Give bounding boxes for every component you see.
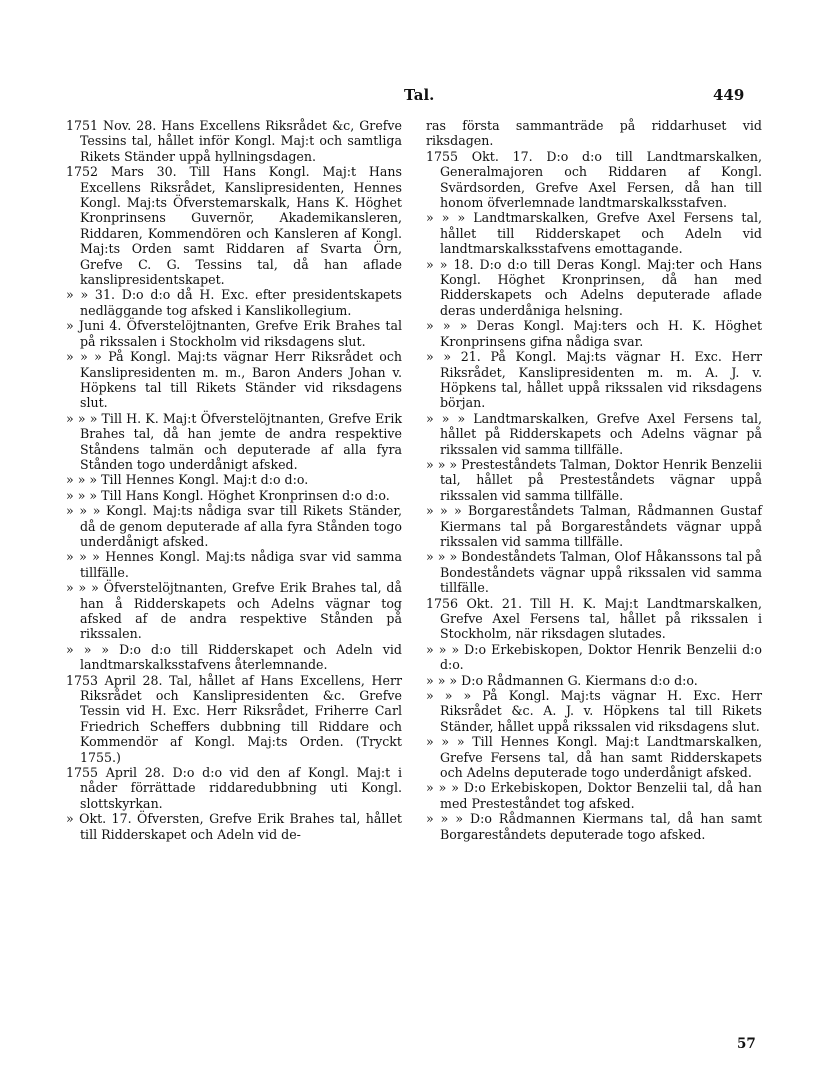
list-item: ras första sammanträde på riddarhuset vid riksdagen. <box>426 118 762 149</box>
list-item: » » » Till Hennes Kongl. Maj:t Landtmarskalken, Grefve Fersens tal, då han samt Ridderskapets och Adelns deputerade togo underdånigt afsked. <box>426 734 762 781</box>
list-item: » » » D:o d:o till Ridderskapet och Adeln vid landtmarskalksstafvens återlemnande. <box>66 641 402 673</box>
list-item: » » » Presteståndets Talman, Doktor Henrik Benzelii tal, hållet på Presteståndets vägnar uppå rikssalen vid samma tillfälle. <box>426 456 762 503</box>
list-item: » » 21. På Kongl. Maj:ts vägnar H. Exc. Herr Riksrådet, Kanslipresidenten m. m. A. J. v. Höpkens tal, hållet uppå rikssalen vid riksdagens början. <box>426 349 762 411</box>
list-item: 1755 April 28. D:o d:o vid den af Kongl. Maj:t i nåder förrättade riddaredubbning uti Kongl. slottskyrkan. <box>66 765 402 811</box>
list-item: 1755 Okt. 17. D:o d:o till Landtmarskalken, Generalmajoren och Riddaren af Kongl. Svärdsorden, Grefve Axel Fersen, då han till honom öfverlemnade landtmarskalksstafven. <box>426 148 762 211</box>
list-item: 1753 April 28. Tal, hållet af Hans Excellens, Herr Riksrådet och Kanslipresidenten &c. Grefve Tessin vid H. Exc. Herr Riksrådet, Friherre Carl Friedrich Scheffers dubbning till Riddare och Kommendör af Kongl. Maj:ts Orden. (Tryckt 1755.) <box>66 672 402 765</box>
list-item: » » » Till H. K. Maj:t Öfverstelöjtnanten, Grefve Erik Brahes tal, då han jemte de andra respektive Ståndens talmän och deputerade af alla fyra Stånden togo underdånigt afsked. <box>66 410 402 472</box>
left-column <box>66 118 402 842</box>
list-item: » » » På Kongl. Maj:ts vägnar Herr Riksrådet och Kanslipresidenten m. m., Baron Anders Johan v. Höpkens tal till Rikets Ständer vid riksdagens slut. <box>66 349 402 411</box>
list-item: » » 31. D:o d:o då H. Exc. efter presidentskapets nedläggande tog afsked i Kanslikollegium. <box>66 287 402 318</box>
list-item: » Juni 4. Öfverstelöjtnanten, Grefve Erik Brahes tal på rikssalen i Stockholm vid riksdagens slut. <box>66 318 402 349</box>
list-item: » » » Till Hennes Kongl. Maj:t d:o d:o. <box>66 472 309 488</box>
list-item: » » » På Kongl. Maj:ts vägnar H. Exc. Herr Riksrådet &c. A. J. v. Höpkens tal till Rikets Ständer, hållet uppå rikssalen vid riksdagens slut. <box>426 688 762 734</box>
list-item: » » » D:o Erkebiskopen, Doktor Henrik Benzelii d:o d:o. <box>426 641 762 673</box>
list-item: » » » Till Hans Kongl. Höghet Kronprinsen d:o d:o. <box>66 487 390 503</box>
list-item: » » » Kongl. Maj:ts nådiga svar till Rikets Ständer, då de genom deputerade af alla fyra Stånden togo underdånigt afsked. <box>66 503 402 549</box>
list-item: » » » Bondeståndets Talman, Olof Håkanssons tal på Bondeståndets vägnar uppå rikssalen vid samma tillfälle. <box>426 549 762 596</box>
signature-number: 57 <box>737 1036 756 1052</box>
list-item: » » » D:o Erkebiskopen, Doktor Benzelii tal, då han med Presteståndet tog afsked. <box>426 780 762 811</box>
list-item: » » » Landtmarskalken, Grefve Axel Fersens tal, hållet till Ridderskapet och Adeln vid landtmarskalksstafvens emottagande. <box>426 210 762 257</box>
list-item: » Okt. 17. Öfversten, Grefve Erik Brahes tal, hållet till Ridderskapet och Adeln vid de- <box>66 811 402 842</box>
list-item: » » » Hennes Kongl. Maj:ts nådiga svar vid samma tillfälle. <box>66 549 402 580</box>
list-item: » » » Borgareståndets Talman, Rådmannen Gustaf Kiermans tal på Borgareståndets vägnar uppå rikssalen vid samma tillfälle. <box>426 503 762 549</box>
running-header-title: Tal. <box>404 86 435 104</box>
list-item: » » » D:o Rådmannen G. Kiermans d:o d:o. <box>426 672 698 688</box>
list-item: » » » D:o Rådmannen Kiermans tal, då han samt Borgareståndets deputerade togo afsked. <box>426 811 762 842</box>
list-item: » » » Landtmarskalken, Grefve Axel Fersens tal, hållet på Ridderskapets och Adelns vägnar på rikssalen vid samma tillfälle. <box>426 410 762 457</box>
list-item: 1751 Nov. 28. Hans Excellens Riksrådet &c, Grefve Tessins tal, hållet inför Kongl. Maj:t och samtliga Rikets Ständer uppå hyllningsdagen. <box>66 118 402 164</box>
page-number: 449 <box>713 86 745 104</box>
list-item: 1756 Okt. 21. Till H. K. Maj:t Landtmarskalken, Grefve Axel Fersens tal, hållet på rikssalen i Stockholm, när riksdagen slutades. <box>426 595 762 642</box>
list-item: » » 18. D:o d:o till Deras Kongl. Maj:ter och Hans Kongl. Höghet Kronprinsen, då han med Ridderskapets och Adelns deputerade aflade deras underdåniga helsning. <box>426 256 762 318</box>
list-item: » » » Deras Kongl. Maj:ters och H. K. Höghet Kronprinsens gifna nådiga svar. <box>426 318 762 349</box>
right-column <box>426 118 762 842</box>
list-item: 1752 Mars 30. Till Hans Kongl. Maj:t Hans Excellens Riksrådet, Kanslipresidenten, Hennes Kongl. Maj:ts Öfverstemarskalk, Hans K. Höghet Kronprinsens Guvernör, Akademikansleren, Riddaren, Kommendören och Kansleren af Kongl. Maj:ts Orden samt Riddaren af Svarta Örn, Grefve C. G. Tessins tal, då han aflade kanslipresidentskapet. <box>66 164 402 288</box>
list-item: » » » Öfverstelöjtnanten, Grefve Erik Brahes tal, då han å Ridderskapets och Adelns vägnar tog afsked af de andra respektive Stånden på rikssalen. <box>66 580 402 642</box>
